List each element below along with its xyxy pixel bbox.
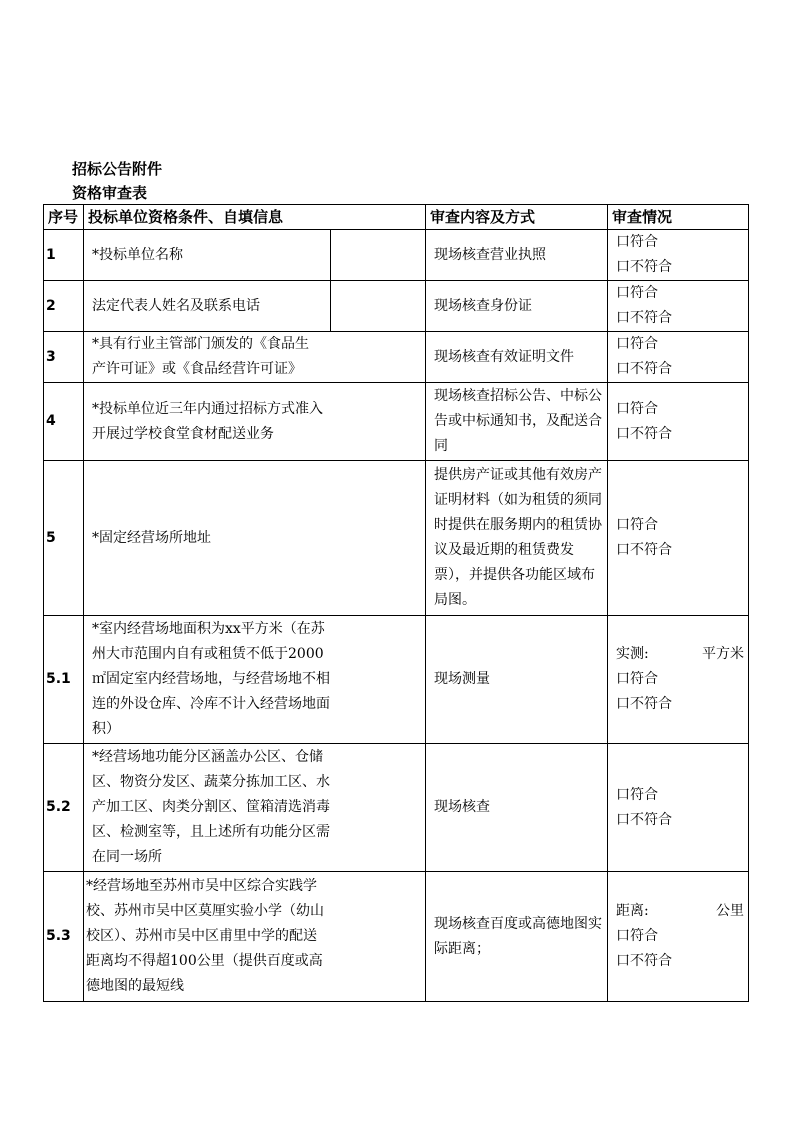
checkbox-conform[interactable]: 口符合	[616, 400, 659, 417]
condition-cell: *投标单位名称	[84, 230, 331, 281]
measurement-label: 实测:	[616, 646, 649, 662]
distance-unit: 公里	[716, 903, 745, 919]
row-number: 1	[44, 230, 84, 281]
checkbox-nonconform[interactable]: 口不符合	[616, 259, 673, 275]
checkbox-conform[interactable]: 口符合	[616, 517, 659, 533]
row-number: 3	[44, 332, 84, 383]
table-row	[44, 616, 749, 744]
checkbox-nonconform[interactable]: 口不符合	[616, 953, 673, 969]
distance-label: 距离:	[616, 903, 649, 919]
result-cell	[608, 383, 749, 461]
measurement-unit: 平方米	[702, 646, 745, 662]
measurement-field[interactable]	[612, 642, 744, 667]
table-row	[44, 230, 749, 281]
header-method: 审查内容及方式	[426, 205, 608, 230]
table-title: 资格审查表	[72, 184, 148, 202]
result-cell	[608, 461, 749, 616]
row-number: 5.3	[44, 872, 84, 1002]
checkbox-conform[interactable]: 口符合	[616, 671, 659, 687]
condition-cell: *投标单位近三年内通过招标方式准入开展过学校食堂食材配送业务	[84, 383, 426, 461]
condition-cell: *经营场地至苏州市吴中区综合实践学校、苏州市吴中区莫厘实验小学（幼山校区）、苏州市吴中区甫里中学的配送距离均不得超100公里（提供百度或高德地图的最短线	[84, 872, 426, 1002]
row-number: 5.1	[44, 616, 84, 744]
table-header-row	[44, 205, 749, 230]
page-title: 招标公告附件	[72, 160, 163, 178]
distance-field[interactable]	[612, 899, 744, 924]
method-cell: 现场核查招标公告、中标公告或中标通知书，及配送合同	[426, 383, 608, 461]
checkbox-conform[interactable]: 口符合	[616, 336, 659, 352]
table-row	[44, 332, 749, 383]
checkbox-conform[interactable]: 口符合	[616, 928, 659, 944]
condition-cell: *具有行业主管部门颁发的《食品生产许可证》或《食品经营许可证》	[84, 332, 426, 383]
row-number: 5.2	[44, 744, 84, 872]
condition-cell: *室内经营场地面积为xx平方米（在苏州大市范围内自有或租赁不低于2000㎡固定室内经营场地，与经营场地不相连的外设仓库、冷库不计入经营场地面积）	[84, 616, 426, 744]
checkbox-nonconform[interactable]: 口不符合	[616, 696, 673, 712]
method-cell: 提供房产证或其他有效房产证明材料（如为租赁的须同时提供在服务期内的租赁协议及最近期的租赁费发票），并提供各功能区域布局图。	[426, 461, 608, 616]
row-number: 2	[44, 281, 84, 332]
result-cell	[608, 616, 749, 744]
result-cell	[608, 872, 749, 1002]
condition-cell: 法定代表人姓名及联系电话	[84, 281, 331, 332]
result-cell	[608, 744, 749, 872]
table-row	[44, 872, 749, 1002]
checkbox-nonconform[interactable]: 口不符合	[616, 542, 673, 558]
table-row	[44, 461, 749, 616]
checkbox-nonconform[interactable]: 口不符合	[616, 425, 673, 442]
checkbox-conform[interactable]: 口符合	[616, 285, 659, 301]
row-number: 5	[44, 461, 84, 616]
condition-cell: *经营场地功能分区涵盖办公区、仓储区、物资分发区、蔬菜分拣加工区、水产加工区、肉类分割区、筐箱清选消毒区、检测室等，且上述所有功能分区需在同一场所	[84, 744, 426, 872]
table-row	[44, 383, 749, 461]
checkbox-nonconform[interactable]: 口不符合	[616, 361, 673, 377]
qualification-table	[43, 204, 749, 1002]
method-cell: 现场核查百度或高德地图实际距离；	[426, 872, 608, 1002]
checkbox-conform[interactable]: 口符合	[616, 234, 659, 250]
table-row	[44, 744, 749, 872]
method-cell: 现场核查营业执照	[426, 230, 608, 281]
fill-in-cell[interactable]	[331, 281, 426, 332]
header-conditions: 投标单位资格条件、自填信息	[84, 205, 426, 230]
header-result: 审查情况	[608, 205, 749, 230]
checkbox-nonconform[interactable]: 口不符合	[616, 811, 673, 828]
method-cell: 现场核查身份证	[426, 281, 608, 332]
result-cell	[608, 332, 749, 383]
method-cell: 现场测量	[426, 616, 608, 744]
row-number: 4	[44, 383, 84, 461]
result-cell	[608, 230, 749, 281]
checkbox-conform[interactable]: 口符合	[616, 786, 659, 803]
condition-cell: *固定经营场所地址	[84, 461, 426, 616]
table-row	[44, 281, 749, 332]
fill-in-cell[interactable]	[331, 230, 426, 281]
checkbox-nonconform[interactable]: 口不符合	[616, 310, 673, 326]
result-cell	[608, 281, 749, 332]
header-no: 序号	[44, 205, 84, 230]
method-cell: 现场核查有效证明文件	[426, 332, 608, 383]
method-cell: 现场核查	[426, 744, 608, 872]
